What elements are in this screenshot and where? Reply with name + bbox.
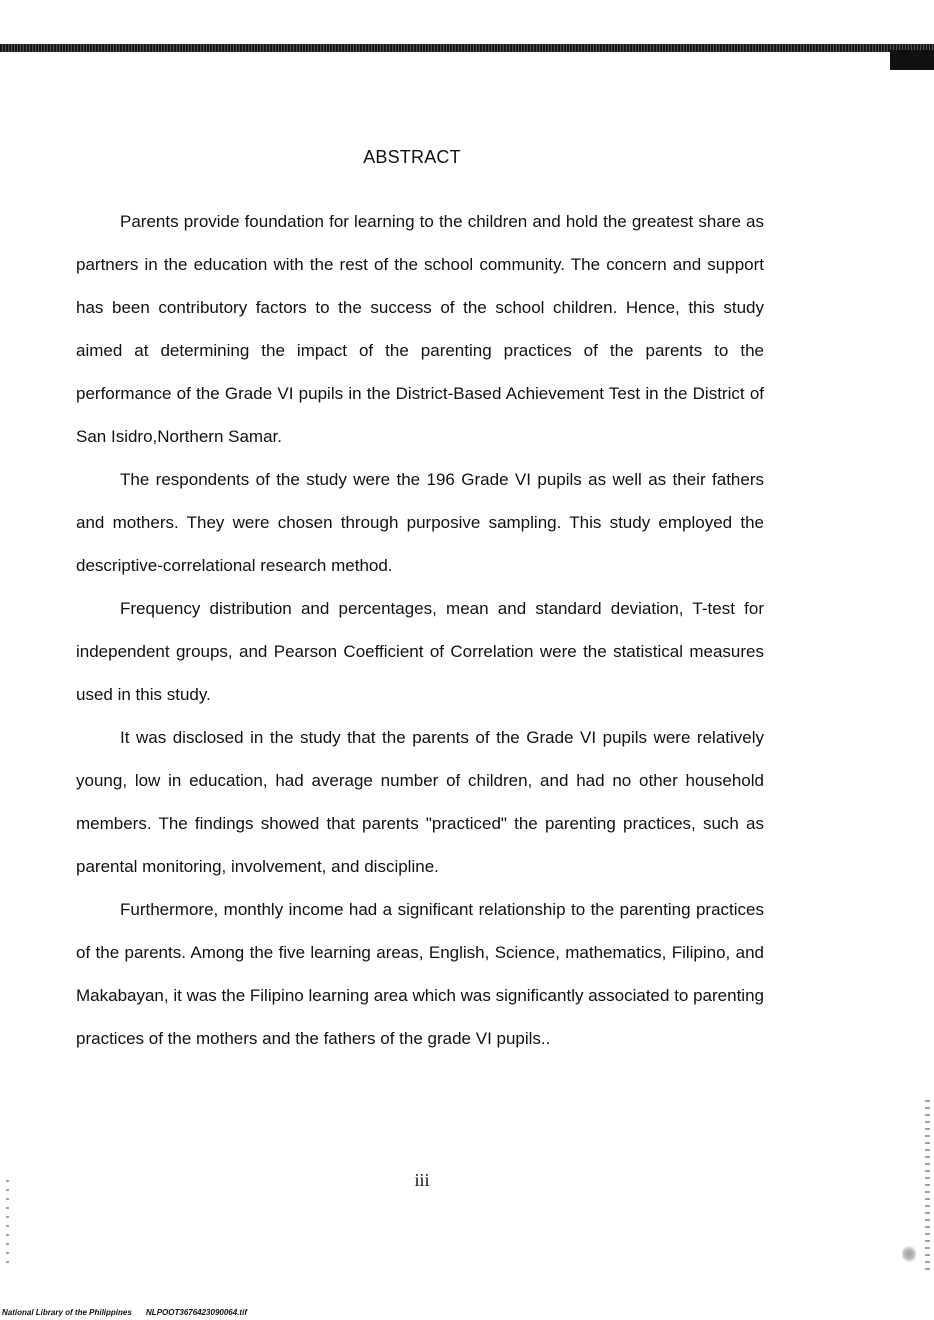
abstract-paragraph-2: The respondents of the study were the 196 Grade VI pupils as well as their fathers and mothers. They were chosen through purposive sampling. This study employed the descriptive-correlational research method. bbox=[76, 470, 764, 575]
page-title: ABSTRACT bbox=[363, 147, 461, 167]
abstract-paragraph-1: Parents provide foundation for learning to the children and hold the greatest share as partners in the education with the rest of the school community. The concern and support has been contributory factors to the success of the school children. Hence, this study aimed at determining the impact of the parenting practices of the parents to the performance of the Grade VI pupils in the District-Based Achievement Test in the District of San Isidro,Northern Samar. bbox=[76, 212, 764, 446]
page-number: iii bbox=[414, 1170, 430, 1190]
abstract-paragraph-4: It was disclosed in the study that the parents of the Grade VI pupils were relatively young, low in education, had average number of children, and had no other household members. The findings showed that parents "practiced" the parenting practices, such as parental monitoring, involvement, and discipline. bbox=[76, 728, 764, 876]
scan-corner-block bbox=[890, 50, 934, 70]
footer-library-name: National Library of the Philippines bbox=[2, 1308, 132, 1317]
abstract-body bbox=[76, 200, 764, 1060]
scan-speckle-right bbox=[925, 1100, 930, 1270]
scan-speckle-left bbox=[6, 1180, 9, 1270]
scan-top-band bbox=[0, 44, 934, 52]
abstract-paragraph-5: Furthermore, monthly income had a significant relationship to the parenting practices of the parents. Among the five learning areas, English, Science, mathematics, Filipino, and Makabayan, it was the Filipino learning area which was significantly associated to parenting practices of the mothers and the fathers of the grade VI pupils.. bbox=[76, 900, 764, 1048]
scan-smudge-right bbox=[902, 1245, 916, 1263]
footer-stamp bbox=[2, 1308, 247, 1317]
footer-file-id: NLPOOT3676423090064.tif bbox=[146, 1308, 247, 1317]
abstract-paragraph-3: Frequency distribution and percentages, mean and standard deviation, T-test for independent groups, and Pearson Coefficient of Correlation were the statistical measures used in this study. bbox=[76, 599, 764, 704]
